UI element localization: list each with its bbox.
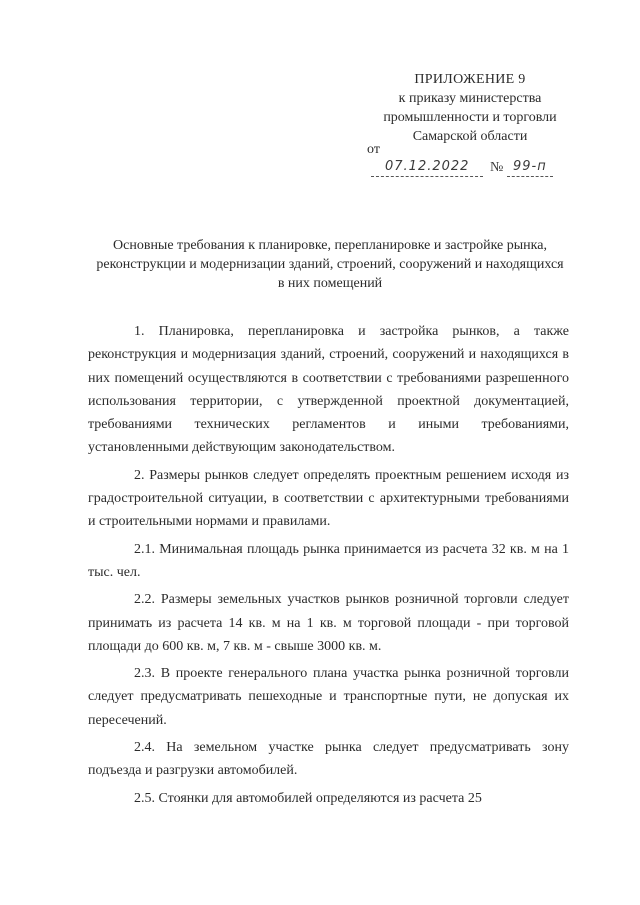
order-number: 99-п xyxy=(513,159,547,174)
order-number-label: № xyxy=(490,160,505,175)
appendix-line-region: Самарской области xyxy=(412,129,528,144)
order-from-label: от xyxy=(367,142,380,157)
paragraph-2: 2. Размеры рынков следует определять проектным решением исходя из градостроительной ситуации, в соответствии с архитектурными требованиями и строительными нормами и правилами. xyxy=(88,467,569,530)
date-underline xyxy=(371,176,483,177)
number-underline xyxy=(507,176,553,177)
appendix-block xyxy=(355,70,585,146)
paragraph-2-2: 2.2. Размеры земельных участков рынков розничной торговли следует принимать из расчета 14 кв. м на 1 кв. м торговой площади - при торговой площади до 600 кв. м, 7 кв. м - свыше 3000 кв. м. xyxy=(88,592,569,654)
paragraph-2-4: 2.4. На земельном участке рынка следует предусматривать зону подъезда и разгрузки автомобилей. xyxy=(88,740,569,779)
document-body xyxy=(88,320,569,810)
order-date: 07.12.2022 xyxy=(385,159,470,174)
order-date-number-line xyxy=(371,158,585,178)
appendix-line-order: к приказу министерства xyxy=(398,91,542,106)
paragraph-2-5: 2.5. Стоянки для автомобилей определяются из расчета 25 xyxy=(134,790,482,806)
appendix-heading: ПРИЛОЖЕНИЕ 9 xyxy=(414,72,526,87)
paragraph-2-3: 2.3. В проекте генерального плана участка рынка розничной торговли следует предусматривать пешеходные и транспортные пути, не допуская их пересечений. xyxy=(88,666,569,728)
appendix-line-ministry: промышленности и торговли xyxy=(383,110,557,125)
paragraph-2-1: 2.1. Минимальная площадь рынка принимается из расчета 32 кв. м на 1 тыс. чел. xyxy=(88,541,569,580)
paragraph-1: 1. Планировка, перепланировка и застройка рынков, а также реконструкция и модернизация зданий, строений, сооружений и находящихся в них помещений осуществляются в соответствии с требованиями разрешенного использования территории, с утвержденной проектной документацией, требованиями технических регламентов и иными требованиями, установленными действующим законодательством. xyxy=(88,324,569,456)
document-title: Основные требования к планировке, перепланировке и застройке рынка, реконструкции и модернизации зданий, строений, сооружений и находящихся в них помещений xyxy=(96,238,564,291)
